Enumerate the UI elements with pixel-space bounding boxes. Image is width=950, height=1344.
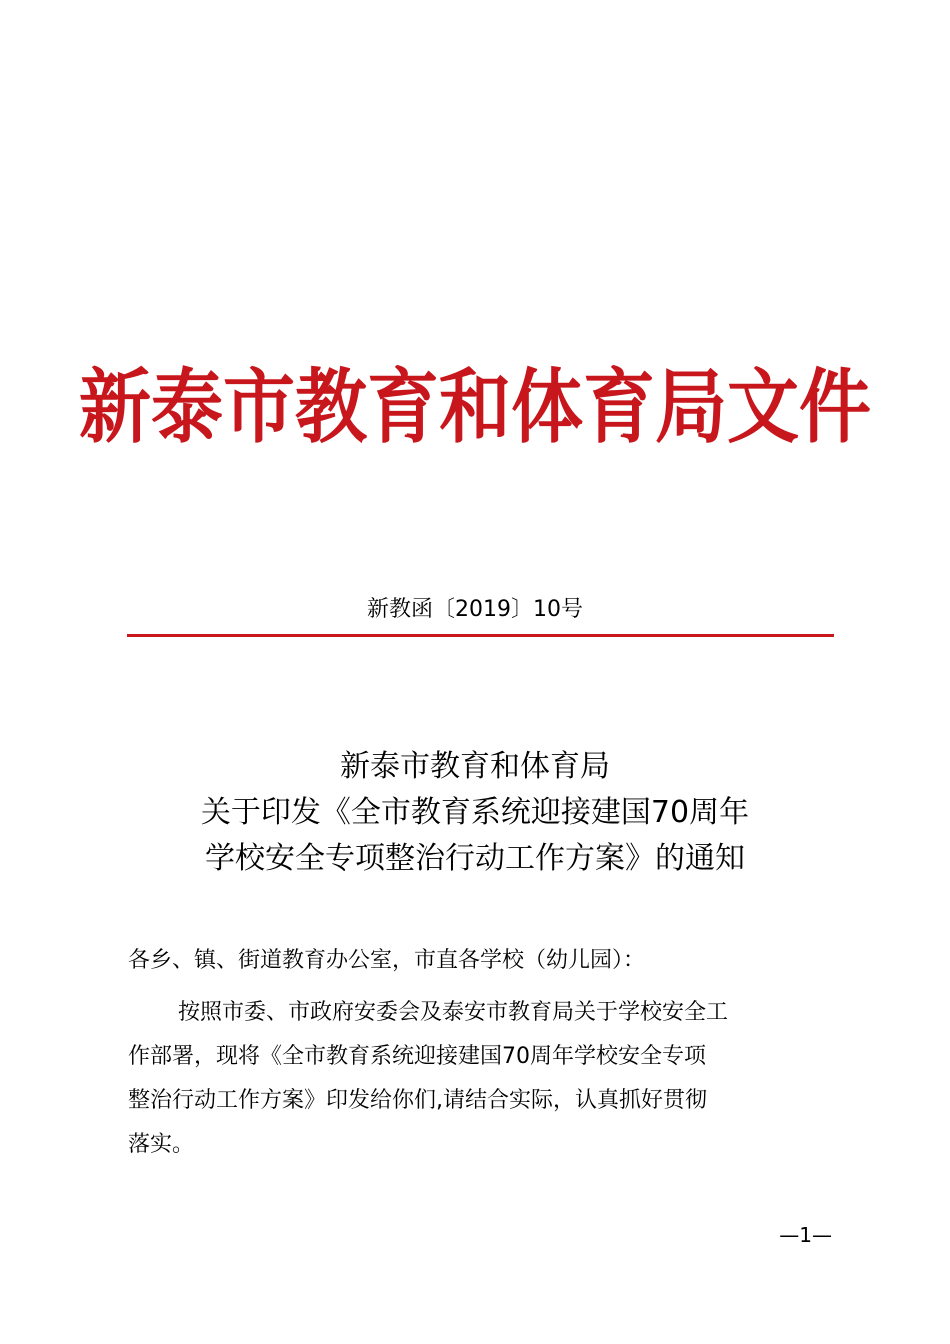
document-number: 新教函〔2019〕10号	[367, 597, 583, 622]
body-line-4: 落实。	[128, 1132, 195, 1157]
body-line-3: 整治行动工作方案》印发给你们,请结合实际，认真抓好贯彻	[128, 1088, 707, 1113]
red-separator-rule	[127, 634, 834, 637]
title-line-2: 关于印发《全市教育系统迎接建国70周年	[200, 795, 750, 830]
body-line-1: 按照市委、市政府安委会及泰安市教育局关于学校安全工	[178, 1000, 729, 1025]
page-number: —1—	[779, 1223, 832, 1247]
title-line-3: 学校安全专项整治行动工作方案》的通知	[205, 841, 745, 876]
body-paragraph	[128, 996, 828, 1172]
document-title	[0, 744, 950, 882]
body-line-2: 作部署，现将《全市教育系统迎接建国70周年学校安全专项	[128, 1044, 706, 1069]
document-masthead: 新泰市教育和体育局文件	[78, 359, 871, 455]
salutation: 各乡、镇、街道教育办公室，市直各学校（幼儿园）：	[128, 948, 646, 973]
title-line-1: 新泰市教育和体育局	[340, 749, 610, 784]
